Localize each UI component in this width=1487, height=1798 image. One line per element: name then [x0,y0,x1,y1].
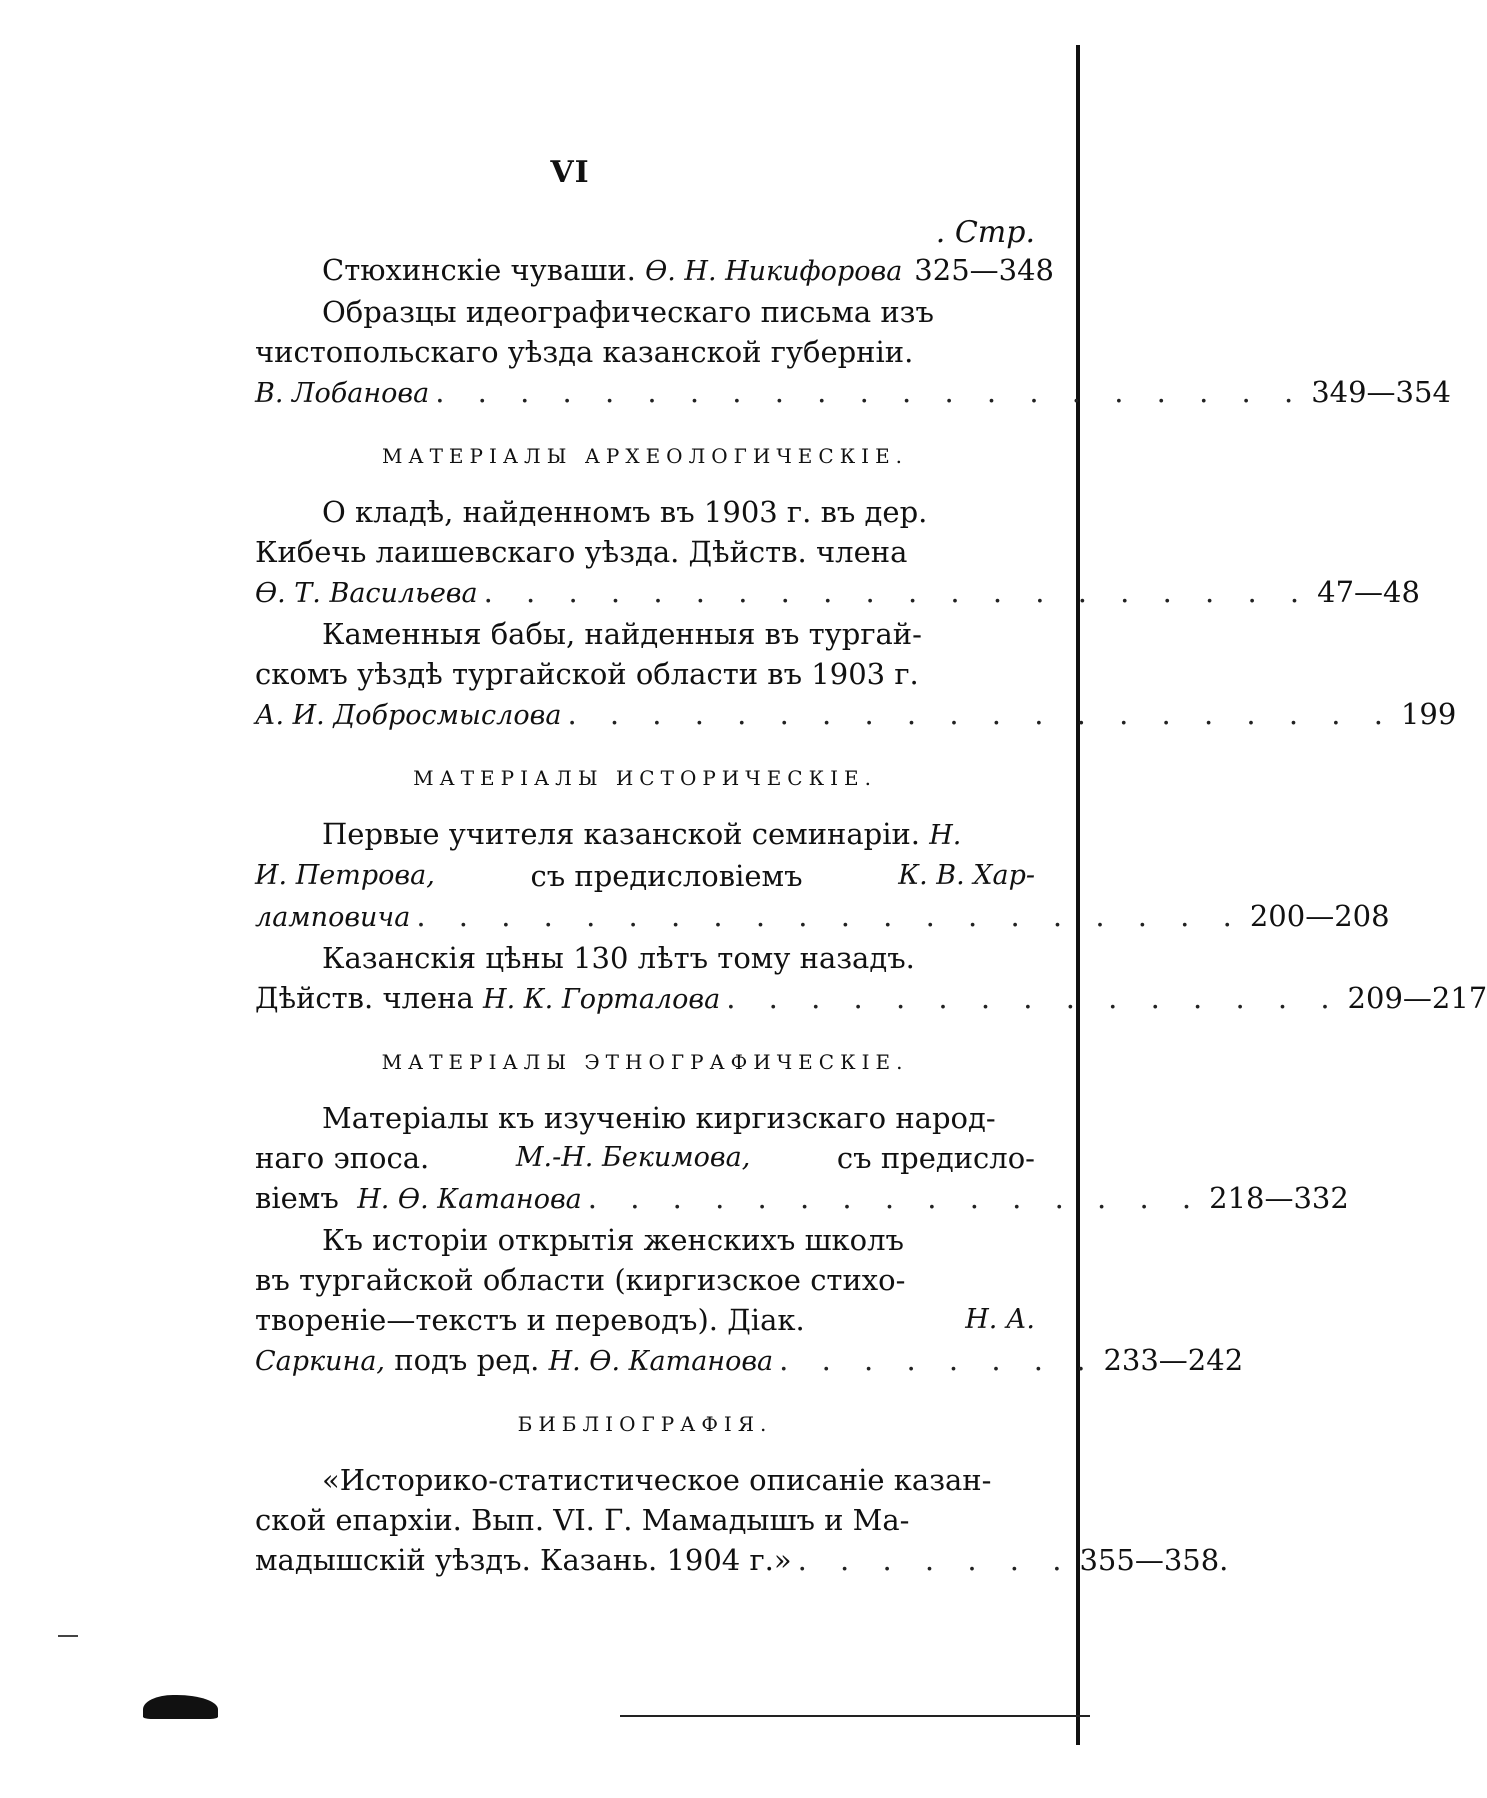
entry-title: Дѣйств. члена [255,981,474,1015]
dot-leader: . . . . . . . . . . . . . . . . . . . . [416,899,1244,933]
entry-pages: 349—354 [1311,375,1451,409]
entry-pages: 209—217 [1347,981,1487,1015]
entry-title: скомъ уѣздѣ тургайской области въ 1903 г. [255,657,919,691]
dot-leader: . . . . . . . . . . . . . . . [726,981,1342,1015]
dot-leader: . . . . . . . [797,1543,1074,1577]
entry-author: Ѳ. Н. Никифорова [645,256,903,287]
entry-title: Кибечь лаишевскаго уѣзда. Дѣйств. члена [255,535,908,569]
entry-author: К. В. Хар- [898,860,1035,891]
dot-leader: . . . . . . . . . . . . . . . . . . . . [567,697,1395,731]
toc-entry [255,492,1420,614]
section-heading: МАТЕРІАЛЫ АРХЕОЛОГИЧЕСКІЕ. [381,444,909,468]
toc-entry [255,1220,1244,1382]
toc-entry [255,814,1390,938]
dot-leader: . . . . . . . . . . . . . . . . . . . . . [435,375,1306,409]
entry-title: Матеріалы къ изученію киргизскаго народ- [322,1101,996,1135]
entry-title: наго эпоса. [255,1141,430,1175]
page-edge-line [1076,45,1080,1745]
entry-pages: 199 [1400,697,1457,731]
entry-author: Саркина, [255,1346,386,1377]
entry-pages: 200—208 [1249,899,1390,933]
bottom-rule [620,1715,1090,1717]
entry-pages: 218—332 [1209,1181,1349,1215]
entry-author: Ѳ. Т. Васильева [255,578,478,609]
entry-title: съ предисловіемъ [530,859,803,893]
entry-title: віемъ [255,1181,339,1215]
entry-title: подъ ред. [394,1343,540,1377]
toc-entry [255,292,1451,414]
entry-author: Н. Ѳ. Катанова [357,1184,582,1215]
entry-pages: 233—242 [1103,1343,1244,1377]
toc-entry [255,1098,1349,1220]
dot-leader: . . . . . . . . . . . . . . . . . . . . [483,575,1312,609]
entry-title: съ предисло- [836,1141,1035,1175]
toc-entry [255,250,1055,292]
toc-entry [255,938,1487,1020]
entry-title: Каменныя бабы, найденныя въ тургай- [322,617,922,651]
entry-title: въ тургайской области (киргизское стихо- [255,1263,906,1297]
entry-title: Стюхинскіе чуваши. [322,253,636,287]
entry-author: Н. [929,820,962,851]
entry-title: Образцы идеографическаго письма изъ [322,295,934,329]
entry-pages: 325—348 [914,253,1055,287]
page-number: VI [550,155,590,190]
entry-title: «Историко-статистическое описаніе казан- [322,1463,992,1497]
entry-title: О кладѣ, найденномъ въ 1903 г. въ дер. [322,495,928,529]
section-heading: БИБЛІОГРАФІЯ. [517,1412,773,1436]
entry-author: ламповича [255,902,411,933]
entry-author: А. И. Добросмыслова [255,700,562,731]
entry-author: В. Лобанова [255,378,430,409]
entry-title: Къ исторіи открытія женскихъ школъ [322,1223,904,1257]
toc-entry [255,614,1457,736]
entry-title: Казанскія цѣны 130 лѣтъ тому назадъ. [322,941,915,975]
table-of-contents [255,250,1487,1580]
entry-title: Первые учителя казанской семинаріи. [322,817,921,851]
section-heading: МАТЕРІАЛЫ ЭТНОГРАФИЧЕСКІЕ. [381,1050,909,1074]
entry-author: Н. Ѳ. Катанова [548,1346,774,1377]
entry-author: Н. К. Горталова [483,984,721,1015]
dot-leader: . . . . . . . . . . . . . . . [587,1181,1204,1215]
entry-title: чистопольскаго уѣзда казанской губерніи. [255,335,914,369]
entry-pages: 355—358. [1079,1543,1229,1577]
section-heading: МАТЕРІАЛЫ ИСТОРИЧЕСКІЕ. [413,766,877,790]
entry-title: мадышскій уѣздъ. Казань. 1904 г.» [255,1543,792,1577]
entry-title: твореніе—текстъ и переводъ). Діак. [255,1303,805,1337]
ink-blot [143,1695,218,1719]
column-header-pages: . Стр. [935,215,1035,250]
entry-pages: 47—48 [1317,575,1420,609]
entry-author: М.-Н. Бекимова, [515,1142,751,1173]
toc-entry [255,1460,1229,1580]
entry-author: И. Петрова, [255,860,435,891]
dot-leader: . . . . . . . . [779,1343,1098,1377]
margin-mark [58,1635,78,1637]
entry-author: Н. А. [965,1304,1035,1335]
entry-title: ской епархіи. Вып. VI. Г. Мамадышъ и Ма- [255,1503,910,1537]
